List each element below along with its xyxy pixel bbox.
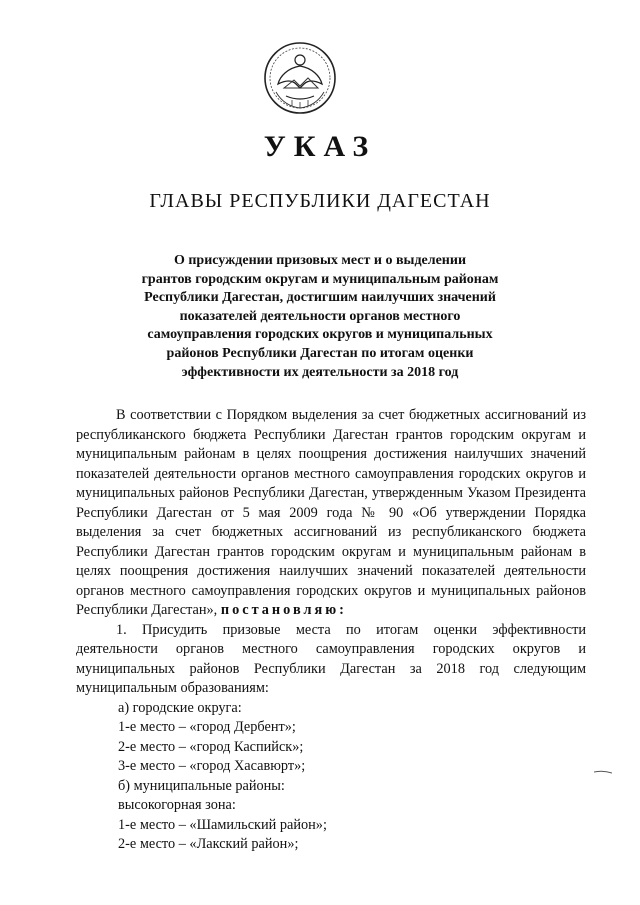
heading-line: Республики Дагестан, достигшим наилучших значений <box>144 290 496 306</box>
scan-mark <box>594 770 612 774</box>
coat-of-arms-emblem <box>262 40 338 116</box>
list-item: 3-е место – «город Хасавюрт»; <box>118 758 306 774</box>
document-title: УКАЗ <box>263 130 377 163</box>
heading-line: грантов городским округам и муниципальным районам <box>141 271 499 287</box>
heading-line: районов Республики Дагестан по итогам оценки <box>166 345 474 361</box>
list-item: 2-е место – «город Каспийск»; <box>118 738 304 755</box>
heading-line: самоуправления городских округов и муниципальных <box>147 327 493 343</box>
heading-line: показателей деятельности органов местного <box>179 308 461 324</box>
list-item: 1-е место – «город Дербент»; <box>118 719 296 735</box>
list-item: 1-е место – «Шамильский район»; <box>118 816 327 833</box>
list-item: 2-е место – «Лакский район»; <box>118 836 299 852</box>
list-item: высокогорная зона: <box>118 797 236 813</box>
preamble-text: В соответствии с Порядком выделения за счет бюджетных ассигнований из республиканского бюджета Республики Дагестан грантов городским округам и муниципальным районам в целях поощрения достижения наилучших значений показателей деятельности органов местного самоуправления городских округов и муниципальных районов Республики Дагестан, утвержденным Указом Президента Республики Дагестан от 5 мая 2009 года № 90 «Об утверждении Порядка выделения за счет бюджетных ассигнований из республиканского бюджета Республики Дагестан грантов городским округам и муниципальным районам в целях поощрения достижения наилучших значений показателей деятельности органов местного самоуправления городских округов и муниципальных районов Республики Дагестан», <box>76 407 586 618</box>
list-item: б) муниципальные районы: <box>118 777 285 794</box>
heading-line: О присуждении призовых мест и о выделении <box>173 253 467 268</box>
heading-line: эффективности их деятельности за 2018 год <box>181 364 459 380</box>
document-subtitle: ГЛАВЫ РЕСПУБЛИКИ ДАГЕСТАН <box>149 190 491 212</box>
list-item: а) городские округа: <box>118 699 242 716</box>
decree-heading <box>110 252 530 382</box>
decree-word: постановляю: <box>220 602 347 618</box>
document-body <box>76 406 586 855</box>
clause-1-paragraph: 1. Присудить призовые места по итогам оценки эффективности деятельности органов местного самоуправления городских округов и муниципальных районов Республики Дагестан за 2018 год следующим муниципальным образованиям: <box>76 621 586 696</box>
preamble-paragraph <box>76 406 586 621</box>
